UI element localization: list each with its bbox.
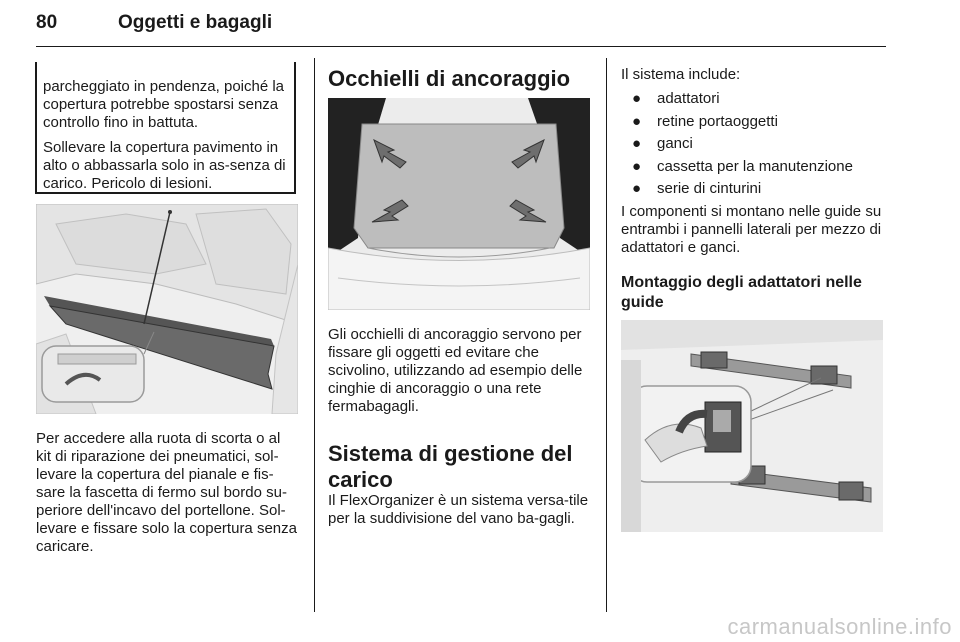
column-divider-right [606,58,607,612]
list-item: ● retine portaoggetti [621,111,891,134]
adapter-mounting-heading: Montaggio degli adattatori nelle guide [621,274,862,311]
warning-text-2: Sollevare la copertura pavimento in alto o abbassarla solo in as-senza di carico. Pericolo di lesioni. [43,139,286,192]
page-number: 80 [36,12,58,33]
anchor-eyes-figure [328,98,590,310]
list-item: ● serie di cinturini [621,178,891,201]
spare-wheel-paragraph: Per accedere alla ruota di scorta o al kit di riparazione dei pneumatici, sol-levare la copertura del pianale e fis-sare la fascetta di fermo sul bordo su-periore dell'incavo del portellone. Sol-levare e fissare solo la copertura senza caricare. [36,430,297,555]
flexorganizer-paragraph: Il FlexOrganizer è un sistema versa-tile per la suddivisione del vano ba-gagli. [328,492,589,527]
spare-wheel-instructions [36,430,298,560]
bullet-icon: ● [632,157,642,175]
components-list [621,88,891,201]
trunk-floor-cover-illustration [36,204,298,414]
anchor-eyes-description [328,326,598,420]
warning-box [35,62,296,194]
page-header [36,6,886,46]
adapter-mounting-illustration [621,320,883,532]
cargo-management-heading: Sistema di gestione del carico [328,441,573,492]
column-divider-left [314,58,315,612]
mounting-paragraph: I componenti si montano nelle guide su entrambi i pannelli laterali per mezzo di adattatori e ganci. [621,202,882,256]
system-intro: Il sistema include: [621,66,741,83]
list-item: ● cassetta per la manutenzione [621,156,891,179]
section-adapter-mounting [621,273,883,313]
flexorganizer-description [328,492,598,532]
system-contents [621,66,891,261]
bullet-icon: ● [632,112,642,130]
anchor-eyes-heading: Occhielli di ancoraggio [328,66,571,91]
warning-text-1: parcheggiato in pendenza, poiché la copertura potrebbe spostarsi senza controllo fino in battuta. [43,78,285,131]
list-item: ● adattatori [621,88,891,111]
bullet-icon: ● [632,90,642,107]
bullet-icon: ● [632,180,642,197]
chapter-title: Oggetti e bagagli [118,12,273,33]
section-cargo-management [328,441,598,493]
list-item: ● ganci [621,133,891,156]
spare-wheel-figure [36,204,298,414]
header-divider [36,46,886,47]
anchor-eyes-illustration [328,98,590,310]
watermark: carmanualsonline.info [727,614,952,639]
section-anchor-eyes [328,66,598,92]
adapter-mounting-figure [621,320,883,532]
anchor-eyes-paragraph: Gli occhielli di ancoraggio servono per fissare gli oggetti ed evitare che scivolino, utilizzando ad esempio delle cinghie di ancoraggio o una rete fermabagagli. [328,326,583,415]
bullet-icon: ● [632,135,642,152]
